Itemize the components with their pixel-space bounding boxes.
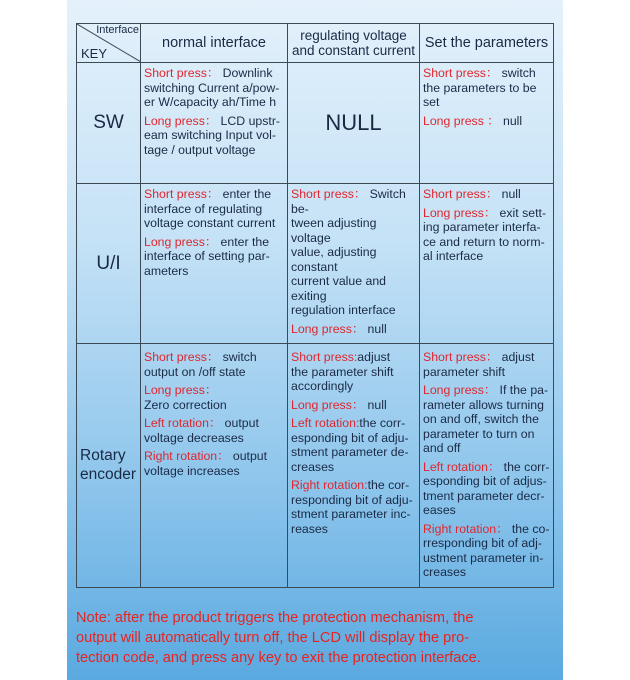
action-description: enter the interface of regulating voltage constant current: [144, 187, 276, 230]
action-label: Long press ：: [423, 113, 500, 128]
action-description: LCD upstr- eam switching Input vol- tage / output voltage: [144, 113, 281, 157]
header-row: [77, 24, 554, 63]
table-row-sw: [77, 63, 554, 184]
function-entry: [423, 460, 551, 518]
action-description: null: [499, 113, 523, 128]
action-description: enter the interface of setting par- ameters: [144, 234, 270, 278]
action-label: Left rotation：: [423, 459, 501, 474]
key-function-table: [76, 23, 554, 588]
interface-label: Interface: [96, 24, 139, 36]
function-entry: [423, 114, 551, 129]
action-description: adjust parameter shift: [423, 350, 535, 379]
function-cell: [420, 344, 554, 588]
action-label: Short press：: [423, 187, 499, 201]
table-row-rotary-encoder: [77, 344, 554, 588]
function-entry: [423, 66, 551, 110]
action-label: Left rotation:: [291, 416, 360, 430]
action-description: If the pa- rameter allows turning on and off, switch the parameter to turn on and off: [423, 383, 549, 455]
function-entry: [291, 322, 417, 337]
action-description: switch output on /off state: [144, 350, 257, 379]
row-key: SW: [77, 63, 141, 184]
function-entry: [144, 449, 285, 478]
column-header: normal interface: [141, 24, 288, 63]
action-description: Zero correction: [144, 397, 227, 412]
action-description: output voltage decreases: [144, 416, 259, 445]
function-entry: [291, 416, 417, 474]
action-label: Long press：: [423, 205, 497, 220]
action-label: Right rotation：: [423, 521, 509, 536]
action-label: Short press：: [423, 350, 499, 364]
action-label: Short press：: [291, 187, 367, 201]
row-key: U/I: [77, 184, 141, 344]
function-entry: [291, 187, 417, 318]
function-entry: [423, 206, 551, 264]
function-cell: [141, 344, 288, 588]
null-cell: NULL: [288, 63, 420, 184]
action-label: Short press：: [423, 66, 499, 80]
action-label: Right rotation：: [144, 449, 230, 463]
function-entry: [423, 383, 551, 456]
key-label: KEY: [81, 46, 108, 61]
action-description: Switch be- tween adjusting voltage value, adjusting constant current value and exiting regulation interface: [291, 187, 406, 317]
action-label: Long press：: [144, 383, 218, 397]
function-entry: [291, 350, 417, 394]
action-description: output voltage increases: [144, 449, 268, 478]
action-label: Right rotation:: [291, 478, 368, 492]
function-entry: [291, 478, 417, 536]
corner-header: [77, 24, 141, 63]
action-description: null: [364, 321, 387, 336]
function-entry: [144, 383, 285, 412]
action-label: Long press：: [144, 234, 218, 249]
function-entry: [291, 398, 417, 413]
action-label: Long press：: [291, 397, 365, 412]
action-description: null: [498, 187, 521, 201]
action-label: Short press：: [144, 187, 220, 201]
background-panel: [67, 0, 563, 680]
action-description: exit sett- ing parameter interfa- ce and return to norm- al interface: [423, 205, 547, 263]
action-description: the corr- esponding bit of adjus- tment parameter decr- eases: [423, 459, 550, 517]
action-label: Short press:: [291, 350, 358, 364]
action-description: the cor- responding bit of adju- stment parameter inc- reases: [291, 478, 413, 536]
function-entry: [144, 114, 285, 158]
protection-note: Note: after the product triggers the protection mechanism, the output will automatically turn off, the LCD will display the pro- tection code, and press any key to exit the protection interface.: [76, 609, 481, 666]
function-entry: [144, 416, 285, 445]
action-description: switch the parameters to be set: [423, 66, 537, 109]
function-cell: [288, 184, 420, 344]
function-cell: [420, 184, 554, 344]
action-label: Short press：: [144, 66, 220, 80]
function-cell: [288, 344, 420, 588]
action-description: the co- rresponding bit of adj- ustment parameter in- creases: [423, 521, 550, 579]
function-entry: [144, 66, 285, 110]
action-description: Downlink switching Current a/pow- er W/capacity ah/Time h: [144, 66, 280, 109]
function-cell: [141, 63, 288, 184]
action-label: Long press：: [144, 113, 218, 128]
function-cell: [141, 184, 288, 344]
function-entry: [144, 187, 285, 231]
function-entry: [423, 350, 551, 379]
action-description: adjust the parameter shift accordingly: [291, 350, 394, 393]
action-label: Left rotation：: [144, 416, 222, 430]
column-header: Set the parameters: [420, 24, 554, 63]
action-label: Short press：: [144, 350, 220, 364]
function-entry: [144, 235, 285, 279]
function-entry: [423, 187, 551, 202]
action-description: null: [364, 397, 387, 412]
function-entry: [423, 522, 551, 580]
function-entry: [144, 350, 285, 379]
function-cell: [420, 63, 554, 184]
action-label: Long press：: [291, 321, 365, 336]
column-header: regulating voltage and constant current: [288, 24, 420, 63]
action-description: the corr- esponding bit of adju- stment parameter de- creases: [291, 416, 409, 474]
action-label: Long press：: [423, 383, 497, 397]
row-key: Rotary encoder: [77, 344, 141, 588]
table-row-ui: [77, 184, 554, 344]
